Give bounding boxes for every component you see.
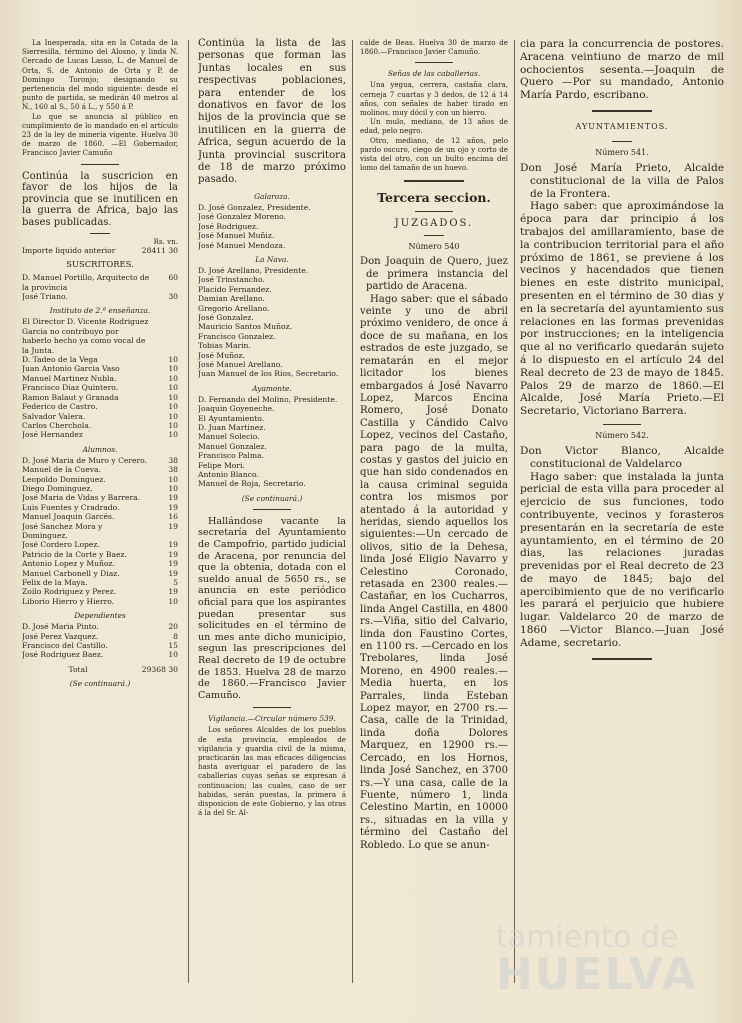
member-line: José Manuel Arellano. bbox=[198, 359, 283, 369]
member-line: Francisco Gonzalez. bbox=[198, 331, 276, 341]
list-row bbox=[22, 597, 178, 606]
divider bbox=[415, 211, 453, 212]
row-value: 19 bbox=[168, 493, 178, 503]
row-value: 10 bbox=[168, 596, 178, 606]
member-line: Felipe Mori. bbox=[198, 460, 245, 470]
row-name: Zoilo Rodriguez y Perez. bbox=[22, 587, 117, 597]
total-value: 29368 30 bbox=[141, 664, 178, 674]
list-row bbox=[22, 550, 178, 559]
previous-total-value: 28411 30 bbox=[141, 245, 178, 255]
row-name: Antonio Lopez y Muñoz. bbox=[22, 559, 115, 569]
row-value: 10 bbox=[168, 364, 178, 374]
column-3 bbox=[360, 38, 508, 1005]
row-name: D. Tadeo de la Vega bbox=[22, 355, 98, 365]
list-row bbox=[22, 484, 178, 493]
member-line: Mauricio Santos Muñoz. bbox=[198, 322, 293, 332]
list-row bbox=[22, 355, 178, 364]
list-row bbox=[22, 587, 178, 596]
list-row bbox=[22, 393, 178, 402]
member-line: José Trinstancho. bbox=[198, 275, 265, 285]
row-name: D. José Maria Pinto. bbox=[22, 622, 99, 632]
row-value: 10 bbox=[168, 373, 178, 383]
row-value: 5 bbox=[173, 578, 178, 587]
divider bbox=[404, 180, 464, 182]
row-name: Juan Antonio Garcia Vaso bbox=[22, 364, 120, 374]
list-row bbox=[22, 475, 178, 484]
total-row bbox=[22, 665, 178, 674]
row-value: 10 bbox=[168, 420, 178, 430]
list-row bbox=[22, 503, 178, 512]
subscription-heading: Continúa la suscricion en favor de los hijos de la provincia que se inutilicen en la guerra de Africa, bajo las bases publicadas. bbox=[22, 170, 178, 229]
notice-number-541: Número 541. bbox=[595, 147, 649, 157]
currency-label: Rs. vn. bbox=[153, 236, 178, 246]
mayor-palos-heading: Don José María Prieto, Alcalde constitucional de la villa de Palos de la Frontera. bbox=[520, 161, 724, 200]
row-name: Patricio de la Corte y Baez. bbox=[22, 549, 127, 559]
row-value: 19 bbox=[168, 559, 178, 569]
row-value: 19 bbox=[168, 540, 178, 550]
divider bbox=[415, 62, 453, 63]
signs-2: Un mulo, mediano, de 13 años de edad, pelo negro. bbox=[360, 117, 508, 136]
member-line: José Manuel Muñiz. bbox=[198, 231, 275, 241]
juntas-intro: Continúa la lista de las personas que forman las Juntas locales en sus respectivas poblaciones, para entender de los donativos en favor de los hijos de la provincia que se inutilicen en la guerra de Africa, segun acuerdo de la Junta provincial suscritora de 18 de marzo próximo pasado. bbox=[198, 38, 346, 186]
member-line: Joaquin Goyeneche. bbox=[198, 404, 275, 414]
column-top-text: cia para la concurrencia de postores. Aracena veintiuno de marzo de mil ochocientos sesenta.—Joaquin de Quero —Por su mandado, Antonio María Pardo, escribano. bbox=[520, 38, 724, 102]
row-name: Liborio Hierro y Hierro. bbox=[22, 596, 115, 606]
list-row bbox=[22, 559, 178, 568]
list-row bbox=[22, 632, 178, 641]
section-students: Alumnos. bbox=[82, 444, 118, 454]
member-line: Damian Arellano. bbox=[198, 294, 265, 304]
column-top-text: calde de Beas. Huelva 30 de marzo de 1860.—Francisco Javier Camuño. bbox=[360, 38, 508, 57]
courts-heading: JUZGADOS. bbox=[394, 218, 474, 230]
row-name: José Cordero Lopez. bbox=[22, 540, 100, 550]
row-name: Manuel Carbonell y Diaz. bbox=[22, 568, 120, 578]
continued-note: (Se continuará.) bbox=[241, 493, 303, 503]
row-value: 19 bbox=[168, 568, 178, 578]
list-row bbox=[22, 578, 178, 587]
section-staff: Dependientes bbox=[74, 611, 126, 621]
row-value: 10 bbox=[168, 430, 178, 440]
list-row bbox=[22, 465, 178, 474]
list-row bbox=[22, 412, 178, 421]
divider bbox=[90, 233, 110, 234]
judge-heading: Don Joaquin de Quero, juez de primera instancia del partido de Aracena. bbox=[360, 256, 508, 293]
row-name: Ramon Balaut y Granada bbox=[22, 392, 119, 402]
member-line: Francisco Palma. bbox=[198, 451, 265, 461]
member-line: José Manuel Mendoza. bbox=[198, 240, 286, 250]
list-row bbox=[22, 622, 178, 631]
list-row bbox=[22, 641, 178, 650]
councils-heading: AYUNTAMIENTOS. bbox=[575, 121, 669, 131]
list-row bbox=[22, 317, 178, 355]
previous-total-label: Importe liquido anterior bbox=[22, 245, 116, 255]
row-name: Diego Dominguez. bbox=[22, 483, 93, 493]
signs-title: Señas de las caballerias. bbox=[387, 69, 481, 79]
divider bbox=[612, 141, 632, 142]
member-line: D. Fernando del Molino, Presidente. bbox=[198, 394, 338, 404]
row-value: 19 bbox=[168, 521, 178, 531]
row-name: José Hernandez bbox=[22, 430, 83, 440]
section-institute: Instituto de 2.ª enseñanza. bbox=[49, 306, 151, 316]
member-line: Juan Manuel de los Rios, Secretario. bbox=[198, 369, 339, 379]
list-row bbox=[22, 522, 178, 541]
list-row bbox=[22, 421, 178, 430]
list-row bbox=[22, 292, 178, 301]
list-row bbox=[22, 512, 178, 521]
signs-1: Una yegua, cerrera, castaña clara, cerneja 7 cuartas y 3 dedos, de 12 á 14 años, con señales de haber tirado en molinos, muy dócil y con un hierro. bbox=[360, 80, 508, 118]
member-line: José Gonzalez. bbox=[198, 312, 254, 322]
row-name: Leopoldo Dominguez. bbox=[22, 474, 106, 484]
row-value bbox=[154, 317, 178, 355]
list-row bbox=[22, 650, 178, 659]
row-value: 19 bbox=[168, 587, 178, 597]
list-row bbox=[22, 374, 178, 383]
row-value: 10 bbox=[168, 483, 178, 493]
mine-notice: Lo que se anuncia al público en cumplimiento de lo mandado en el artículo 23 de la ley de minería vigente. Huelva 30 de marzo de 1860. —El Gobernador, Francisco Javier Camuño bbox=[22, 111, 178, 158]
total-label: Total bbox=[68, 664, 88, 674]
ayamonte-title: Ayamonte. bbox=[252, 383, 292, 393]
list-row bbox=[22, 493, 178, 502]
divider bbox=[81, 164, 119, 165]
row-name: José Perez Vazquez. bbox=[22, 631, 99, 641]
vigilance-title: Vigilancia.—Circular número 539. bbox=[208, 714, 336, 724]
row-name: José Sanchez Mora y Dominguez. bbox=[22, 521, 103, 540]
member-line: Manuel Gonzalez. bbox=[198, 441, 267, 451]
row-value: 38 bbox=[168, 465, 178, 475]
row-name: Carlos Cherchola. bbox=[22, 420, 92, 430]
row-value: 10 bbox=[168, 650, 178, 660]
row-value: 30 bbox=[168, 292, 178, 302]
member-line: José Rodriguez. bbox=[198, 221, 259, 231]
row-value: 38 bbox=[168, 455, 178, 465]
notice-number-542: Número 542. bbox=[595, 430, 649, 440]
section-title: Tercera seccion. bbox=[377, 190, 491, 206]
member-line: Manuel Solecio. bbox=[198, 432, 260, 442]
member-line: El Ayuntamiento. bbox=[198, 413, 265, 423]
row-name: Federico de Castro. bbox=[22, 402, 98, 412]
row-name: Manuel Martinez Nubla. bbox=[22, 373, 117, 383]
column-rule bbox=[352, 40, 353, 983]
galaroza-title: Galaroza. bbox=[254, 191, 290, 201]
list-row bbox=[22, 569, 178, 578]
divider bbox=[424, 235, 444, 236]
row-value: 19 bbox=[168, 502, 178, 512]
row-value: 16 bbox=[168, 512, 178, 522]
section-subscribers: SUSCRITORES. bbox=[66, 259, 134, 270]
list-row bbox=[22, 456, 178, 465]
column-rule bbox=[188, 40, 189, 983]
mine-description: La Inesperada, sita en la Cotada de la Sierresilla, término del Alosno, y linda N. Cercado de Lucas Lasso, L. de Manuel de Orta, S. de Antonio de Orta y P. de Domingo Toronjo; designando su pertenencia del modo siguiente: desde el punto de partida, se medirán 40 metros al N., 160 al S., 50 á L., y 550 á P. bbox=[22, 38, 178, 112]
row-value: 10 bbox=[168, 411, 178, 421]
row-name: Salvador Valera. bbox=[22, 411, 86, 421]
vacancy-notice: Hallándose vacante la secretaría del Ayuntamiento de Campofrio, partido judicial de Aracena, por renuncia del que la obtenia, dotada con el sueldo anual de 5650 rs., se anuncia en este periódico oficial para que los aspirantes puedan presentar sus solicitudes en el término de un mes ante dicho municipio, segun las prescripciones del Real decreto de 19 de octubre de 1853. Huelva 28 de marzo de 1860.—Francisco Javier Camuño. bbox=[198, 515, 346, 701]
member-line: D. José Gonzalez, Presidente. bbox=[198, 202, 311, 212]
column-1 bbox=[22, 38, 178, 1005]
member-line: José Gonzalez Moreno. bbox=[198, 212, 287, 222]
row-name: Manuel Joaquin Garcés. bbox=[22, 512, 115, 522]
row-name: Luis Fuentes y Cradrado. bbox=[22, 502, 120, 512]
notice-number: Número 540 bbox=[408, 242, 460, 252]
watermark-logo: tamiento de HUELVA bbox=[496, 920, 698, 1000]
nava-title: La Nava. bbox=[255, 254, 289, 264]
row-value: 10 bbox=[168, 474, 178, 484]
row-value: 10 bbox=[168, 392, 178, 402]
row-value: 60 bbox=[168, 273, 178, 283]
mayor-valdelarco-heading: Don Victor Blanco, Alcalde constitucional de Valdelarco bbox=[520, 444, 724, 470]
row-name: D. Manuel Portillo, Arquitecto de la provincia bbox=[22, 273, 150, 292]
member-line: José Muñoz. bbox=[198, 350, 245, 360]
row-name: José Rodriguez Baez. bbox=[22, 650, 104, 660]
row-name: Francisco Diaz Quintero. bbox=[22, 383, 119, 393]
divider bbox=[592, 110, 652, 112]
row-value: 10 bbox=[168, 402, 178, 412]
continued-note: (Se continuará.) bbox=[69, 679, 131, 689]
list-row bbox=[22, 273, 178, 292]
row-name: D. José Maria de Muro y Cerero. bbox=[22, 455, 148, 465]
member-line: D. José Arellano, Presidente. bbox=[198, 265, 309, 275]
member-line: Gregorio Arellano. bbox=[198, 303, 270, 313]
row-name: Manuel de la Cueva. bbox=[22, 465, 101, 475]
list-row bbox=[22, 383, 178, 392]
row-name: Felix de la Maya. bbox=[22, 578, 88, 587]
list-row bbox=[22, 540, 178, 549]
member-line: Placido Fernandez. bbox=[198, 284, 272, 294]
divider bbox=[592, 658, 652, 660]
row-name: José Triano. bbox=[22, 292, 68, 302]
row-value: 20 bbox=[168, 622, 178, 632]
signs-3: Otro, mediano, de 12 años, pelo pardo oscuro, ciego de un ojo y corto de vista del otro, con un bulto encima del lomo del tamaño de un huevo. bbox=[360, 135, 508, 173]
list-row bbox=[22, 364, 178, 373]
column-4 bbox=[520, 38, 724, 1005]
judge-body: Hago saber: que el sábado veinte y uno de abril próximo venidero, de once á doce de su mañana, en los estrados de este juzgado, se rematarán en el mejor licitador los bienes embargados á José Navarro Lopez, Marcos Encina Romero, José Donato Castilla y Cándido Calvo Lopez, vecinos del Castaño, para pago de la multa, costas y gastos del juicio en que han sido condenados en la causa criminal seguida contra los mismos por atentado á la autoridad y heridas, siendo aquellos los siguientes:—Un cercado de olivos, sitio de la Dehesa, linda José Eligio Navarro y Celestino Coronado, retasada en 2300 reales.—Castañar, en los Cucharros, linda Angel Castilla, en 4800 rs.—Viña, sitio del Calvario, linda don Faustino Cortes, en 1100 rs. —Cercado en los Trebolares, linda José Moreno, en 4900 reales.—Media huerta, en los Parrales, linda Esteban Lopez mayor, en 2700 rs.—Casa, calle de la Trinidad, linda doña Dolores Marquez, en 12900 rs.—Cercado, en los Hornos, linda José Sanchez, en 3700 rs.—Y una casa, calle de la Fuente, número 1, linda Celestino Martin, en 10000 rs., situadas en la villa y término del Castaño del Robledo. Lo que se anun- bbox=[360, 293, 508, 851]
column-2 bbox=[198, 38, 346, 1005]
list-row bbox=[22, 402, 178, 411]
member-line: Antonio Blanco. bbox=[198, 470, 259, 480]
vigilance-text: Los señores Alcaldes de los pueblos de esta provincia, empleados de vigilancia y guardia civil de la misma, practicarán las mas eficaces diligencias hasta averiguar el paradero de las caballerias cuyas señas se expresan á continuacion; las cuales, caso de ser habidas, serán puestas, la primera á disposicion de este Gobierno, y las otras á la del Sr. Al- bbox=[198, 725, 346, 818]
row-value: 8 bbox=[173, 631, 178, 641]
divider bbox=[603, 424, 641, 425]
mayor-valdelarco-body: Hago saber: que instalada la junta pericial de esta villa para proceder al ejercicio de sus funciones, todo contribuyente, vecinos y forasteros presentarán en la secretaría de este ayuntamiento, en el término de 20 dias, las relaciones juradas prevenidas por el Real decreto de 23 de mayo de 1845; bajo del apercibimiento que de no verificarlo les parará el perjuicio que hubiere lugar. Valdelarco 20 de marzo de 1860 —Victor Blanco.—Juan José Adame, secretario. bbox=[520, 470, 724, 649]
row-name: José Maria de Vidas y Barrera. bbox=[22, 493, 141, 503]
member-line: D. Juan Martinez. bbox=[198, 423, 266, 432]
row-value: 10 bbox=[168, 355, 178, 365]
column-rule bbox=[514, 40, 515, 983]
row-value: 15 bbox=[168, 641, 178, 651]
mayor-palos-body: Hago saber: que aproximándose la época para dar principio á los trabajos del amillaramiento, base de la contribucion territorial para el año próximo de 1861, se previene á los vecinos y hacendados que tienen bienes en este distrito municipal, presenten en el término de 30 dias y en la secretaría del ayuntamiento sus relaciones en las formas prevenidas por instrucciones; en la inteligencia que al no verificarlo quedarán sujeto á lo dispuesto en el artículo 24 del Real decreto de 23 de mayo de 1845. Palos 29 de marzo de 1860.—El Alcalde, José María Prieto.—El Secretario, Victoriano Barrera. bbox=[520, 200, 724, 418]
member-line: Tobias Marin. bbox=[198, 341, 251, 351]
list-row bbox=[22, 430, 178, 439]
divider bbox=[253, 509, 291, 510]
member-line: Manuel de Roja, Secretario. bbox=[198, 479, 306, 489]
row-value: 10 bbox=[168, 383, 178, 393]
divider bbox=[253, 707, 291, 708]
previous-total-row bbox=[22, 246, 178, 255]
row-name: Francisco del Castillo. bbox=[22, 641, 108, 651]
row-value: 19 bbox=[168, 549, 178, 559]
row-name: El Director D. Vicente Rodriguez Garcia no contribuyo por haberlo hecho ya como vocal de la Junta. bbox=[22, 317, 149, 355]
